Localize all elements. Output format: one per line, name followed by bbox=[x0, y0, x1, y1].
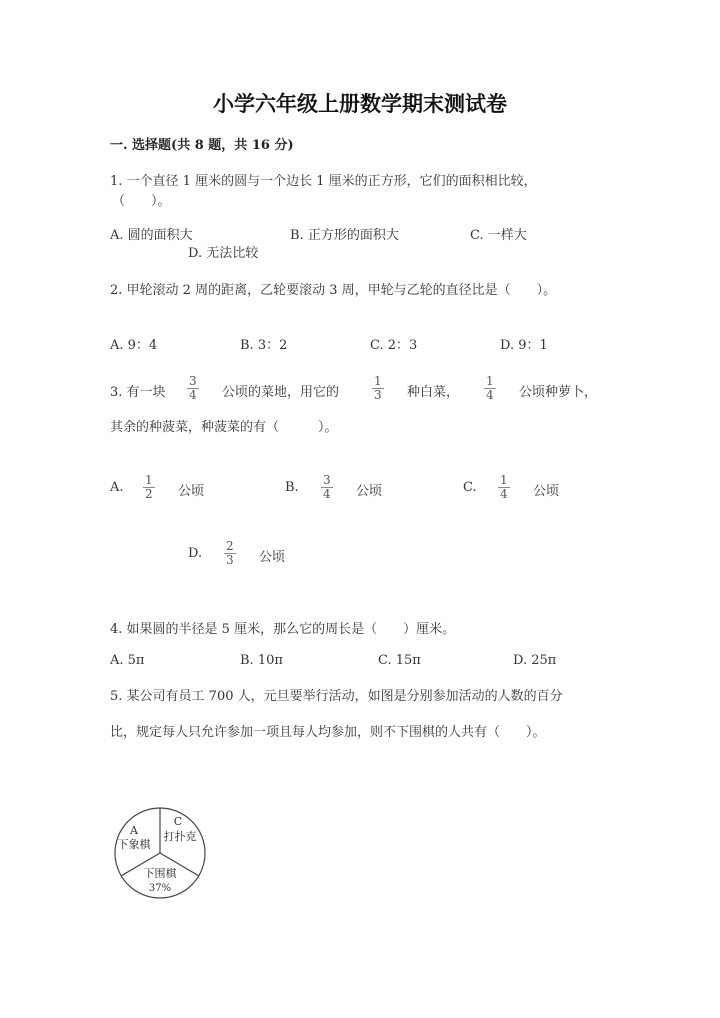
pie-label-b-percent: 37% bbox=[148, 883, 172, 894]
q4-option-c[interactable]: C. 15π bbox=[378, 653, 421, 668]
q3-option-b-fraction[interactable]: $\frac{3}{4}$ bbox=[323, 473, 331, 501]
q3-text-3: 种白菜， bbox=[407, 385, 460, 400]
q3-option-b-label[interactable]: B. bbox=[285, 480, 299, 495]
q2-option-a[interactable]: A. 9：4 bbox=[110, 338, 158, 353]
q4-text: 4. 如果圆的半径是 5 厘米，那么它的周长是（ ）厘米。 bbox=[110, 622, 456, 637]
q3-option-d-label[interactable]: D. bbox=[188, 546, 203, 561]
q1-option-d[interactable]: D. 无法比较 bbox=[188, 246, 259, 261]
q3-option-a-label[interactable]: A. bbox=[110, 480, 124, 495]
q3-option-c-label[interactable]: C. bbox=[463, 480, 477, 495]
pie-label-c: 打扑克 bbox=[163, 830, 197, 843]
q4-option-a[interactable]: A. 5π bbox=[110, 653, 145, 668]
pie-label-b: 下围棋 bbox=[143, 867, 177, 880]
q3-fraction-3: $\frac{1}{4}$ bbox=[486, 374, 494, 402]
q1-blank: （ ）。 bbox=[112, 194, 171, 209]
q4-option-d[interactable]: D. 25π bbox=[513, 653, 557, 668]
q1-option-c[interactable]: C. 一样大 bbox=[470, 228, 527, 243]
q3-option-c-fraction[interactable]: $\frac{1}{4}$ bbox=[500, 473, 508, 501]
pie-label-a-letter: A bbox=[130, 824, 138, 837]
q3-text-2: 公顷的菜地，用它的 bbox=[222, 385, 340, 400]
q3-text-4: 公顷种萝卜， bbox=[519, 385, 598, 400]
q5-text: 5. 某公司有员工 700 人，元旦要举行活动，如图是分别参加活动的人数的百分 bbox=[110, 689, 563, 704]
q3-fraction-2: $\frac{1}{3}$ bbox=[374, 374, 382, 402]
q3-option-d-fraction[interactable]: $\frac{2}{3}$ bbox=[226, 539, 234, 567]
pie-label-a: 下象棋 bbox=[117, 838, 151, 851]
q3-option-a-fraction[interactable]: $\frac{1}{2}$ bbox=[145, 473, 153, 501]
q3-text-1: 3. 有一块 bbox=[110, 385, 166, 400]
q2-option-b[interactable]: B. 3：2 bbox=[240, 338, 288, 353]
q3-option-d-unit: 公顷 bbox=[259, 550, 286, 565]
section-heading: 一. 选择题(共 8 题，共 16 分) bbox=[110, 138, 294, 153]
q2-option-c[interactable]: C. 2：3 bbox=[370, 338, 418, 353]
q3-option-a-unit: 公顷 bbox=[178, 484, 205, 499]
q1-option-a[interactable]: A. 圆的面积大 bbox=[110, 228, 193, 243]
pie-label-c-letter: C bbox=[173, 815, 183, 828]
q3-fraction-1: $\frac{3}{4}$ bbox=[189, 374, 197, 402]
q3-option-b-unit: 公顷 bbox=[356, 484, 383, 499]
q2-text: 2. 甲轮滚动 2 周的距离，乙轮要滚动 3 周，甲轮与乙轮的直径比是（ ）。 bbox=[110, 283, 557, 298]
page-title: 小学六年级上册数学期末测试卷 bbox=[213, 91, 507, 116]
q3-text-5: 其余的种菠菜，种菠菜的有（ ）。 bbox=[110, 420, 338, 435]
q5-text-2: 比，规定每人只允许参加一项且每人均参加，则不下围棋的人共有（ ）。 bbox=[110, 725, 546, 740]
q3-option-c-unit: 公顷 bbox=[533, 484, 560, 499]
q1-option-b[interactable]: B. 正方形的面积大 bbox=[290, 228, 399, 243]
q1-text: 1. 一个直径 1 厘米的圆与一个边长 1 厘米的正方形，它们的面积相比较， bbox=[110, 174, 537, 189]
q2-option-d[interactable]: D. 9：1 bbox=[500, 338, 548, 353]
q4-option-b[interactable]: B. 10π bbox=[240, 653, 283, 668]
pie-chart bbox=[100, 800, 220, 900]
